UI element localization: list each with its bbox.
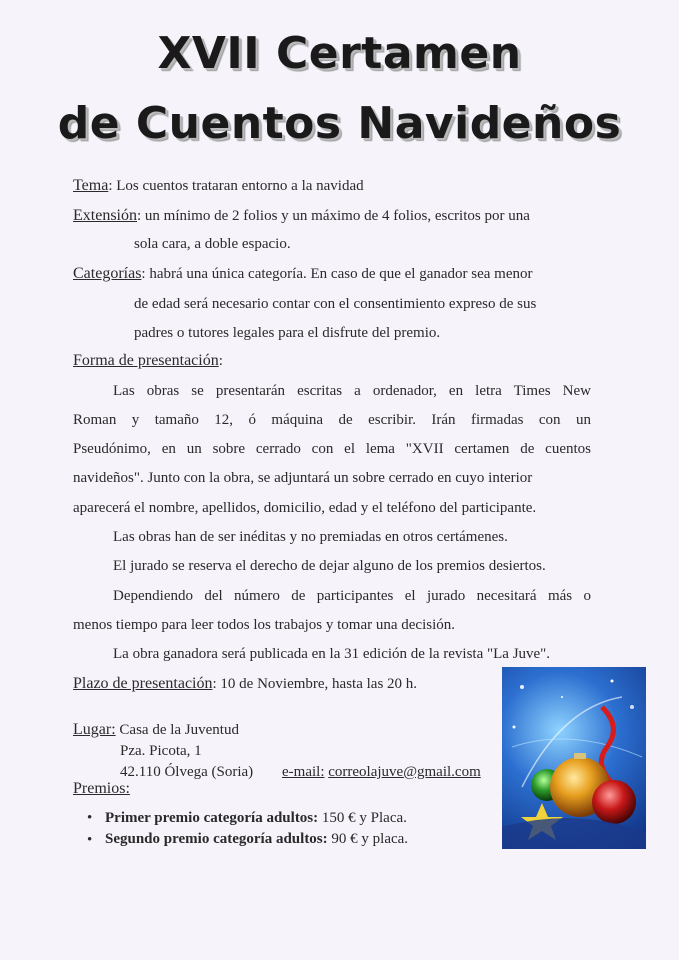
prize-1-value: 150 € y Placa.	[318, 810, 407, 826]
ornaments-illustration	[502, 667, 646, 849]
prize-2-title: Segundo premio categoría adultos:	[105, 831, 328, 847]
forma-p3: El jurado se reserva el derecho de dejar alguno de los premios desiertos.	[113, 558, 546, 574]
forma-p1-line-3: Pseudónimo, en un sobre cerrado con el lema "XVII certamen de cuentos	[73, 441, 591, 457]
categorias-text-3: padres o tutores legales para el disfrute del premio.	[134, 325, 441, 341]
prize-1-title: Primer premio categoría adultos:	[105, 810, 319, 826]
tema-line	[73, 176, 364, 196]
forma-p1-line-5: aparecerá el nombre, apellidos, domicilio, edad y el teléfono del participante.	[73, 500, 537, 516]
extension-label: Extensión	[73, 207, 137, 224]
forma-p1-line-4: navideños". Junto con la obra, se adjuntará un sobre cerrado en cuyo interior	[73, 470, 533, 486]
forma-p1-line-1: Las obras se presentarán escritas a ordenador, en letra Times New	[113, 383, 591, 399]
plazo-text: : 10 de Noviembre, hasta las 20 h.	[212, 676, 418, 692]
lugar-address-1: Casa de la Juventud	[119, 722, 239, 738]
email-line	[282, 762, 481, 782]
prize-item-2	[105, 829, 408, 849]
lugar-address-2: Pza. Picota, 1	[120, 743, 202, 759]
premios-label: Premios:	[73, 780, 130, 797]
premios-heading	[73, 779, 130, 799]
forma-p1-line-2: Roman y tamaño 12, ó máquina de escribir. Irán firmadas con un	[73, 412, 591, 428]
prize-item-1	[105, 808, 407, 828]
lugar-address-3: 42.110 Ólvega (Soria)	[120, 764, 254, 780]
categorias-text-1: : habrá una única categoría. En caso de que el ganador sea menor	[141, 266, 533, 282]
email-label: e-mail:	[282, 764, 325, 780]
christmas-ornaments-image	[502, 667, 646, 849]
lugar-label: Lugar:	[73, 721, 116, 738]
categorias-text-2: de edad será necesario contar con el consentimiento expreso de sus	[134, 296, 537, 312]
categorias-line-1	[73, 264, 533, 284]
extension-text-2: sola cara, a doble espacio.	[134, 236, 291, 252]
forma-p5: La obra ganadora será publicada en la 31 edición de la revista "La Juve".	[113, 646, 551, 662]
title-line-1: XVII Certamen	[157, 28, 522, 79]
extension-text-1: : un mínimo de 2 folios y un máximo de 4 folios, escritos por una	[137, 208, 530, 224]
bullet-icon: •	[87, 810, 93, 826]
forma-p4-line-1: Dependiendo del número de participantes el jurado necesitará más o	[113, 588, 591, 604]
tema-text: : Los cuentos trataran entorno a la navidad	[108, 178, 364, 194]
plazo-line	[73, 674, 417, 694]
forma-p2: Las obras han de ser inéditas y no premiadas en otros certámenes.	[113, 529, 508, 545]
extension-line-1	[73, 206, 530, 226]
prize-2-value: 90 € y placa.	[327, 831, 409, 847]
forma-heading	[73, 351, 223, 371]
categorias-label: Categorías	[73, 265, 142, 282]
email-link[interactable]: correolajuve@gmail.com	[328, 764, 481, 780]
plazo-label: Plazo de presentación	[73, 675, 213, 692]
bullet-icon: •	[87, 832, 93, 848]
title-line-2: de Cuentos Navideños	[57, 98, 622, 149]
lugar-line-1	[73, 720, 239, 740]
forma-colon: :	[218, 353, 223, 369]
forma-label: Forma de presentación	[73, 352, 219, 369]
tema-label: Tema	[73, 177, 109, 194]
forma-p4-line-2: menos tiempo para leer todos los trabajos y tomar una decisión.	[73, 617, 455, 633]
